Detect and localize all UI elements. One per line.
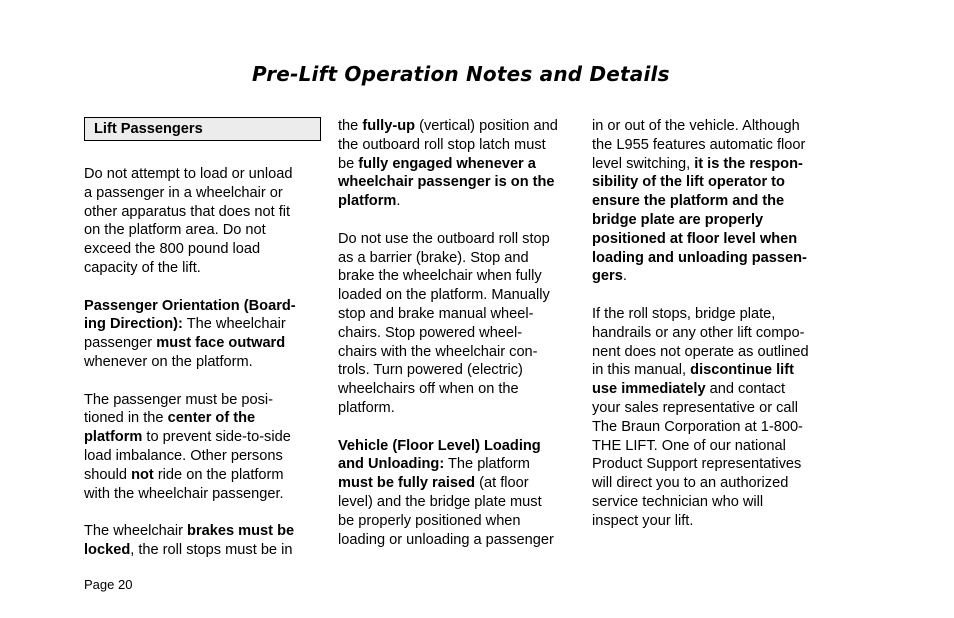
column-3: [592, 117, 832, 549]
paragraph: The passenger must be posi- tioned in the center of the platform to prevent side-to-side load imbalance. Other persons should not ride on the platform with the wheelchair passenger.: [84, 391, 291, 502]
paragraph: The wheelchair brakes must be locked, the roll stops must be in: [84, 523, 295, 558]
paragraph: Do not attempt to load or unload a passenger in a wheelchair or other apparatus that does not fit on the platform area. Do not exceed the 800 pound load capacity of the lift.: [84, 166, 293, 276]
paragraph: Do not use the outboard roll stop as a barrier (brake). Stop and brake the wheelchair when fully loaded on the platform. Manually stop and brake manual wheel- chairs. Stop powered wheel- chairs with the wheelchair con- trols. Turn powered (electric) wheelchairs off when on the platform.: [338, 230, 550, 416]
column-2: [338, 117, 583, 568]
section-heading-box: Lift Passengers: [84, 117, 321, 141]
paragraph: the fully-up (vertical) position and the outboard roll stop latch must be fully engaged whenever a wheelchair passenger is on the platform.: [338, 118, 558, 210]
paragraph: Passenger Orientation (Board- ing Direction): The wheelchair passenger must face outward whenever on the platform.: [84, 297, 296, 370]
paragraph: If the roll stops, bridge plate, handrails or any other lift compo- nent does not operate as outlined in this manual, discontinue lift use immediately and contact your sales representative or call The Braun Corporation at 1-800- THE LIFT. One of our national Product Support representatives will direct you to an authorized service technician who will inspect your lift.: [592, 305, 809, 529]
column-1: [84, 117, 324, 579]
paragraph: Vehicle (Floor Level) Loading and Unloading: The platform must be fully raised (at floor level) and the bridge plate must be properly positioned when loading or unloading a passenger: [338, 437, 554, 548]
page-title: Pre-Lift Operation Notes and Details: [252, 62, 670, 86]
page-number: Page 20: [84, 577, 133, 592]
paragraph: in or out of the vehicle. Although the L955 features automatic floor level switching, it is the respon- sibility of the lift operator to ensure the platform and the bridge plate are properly positioned at floor level when loading and unloading passen- gers.: [592, 118, 807, 285]
